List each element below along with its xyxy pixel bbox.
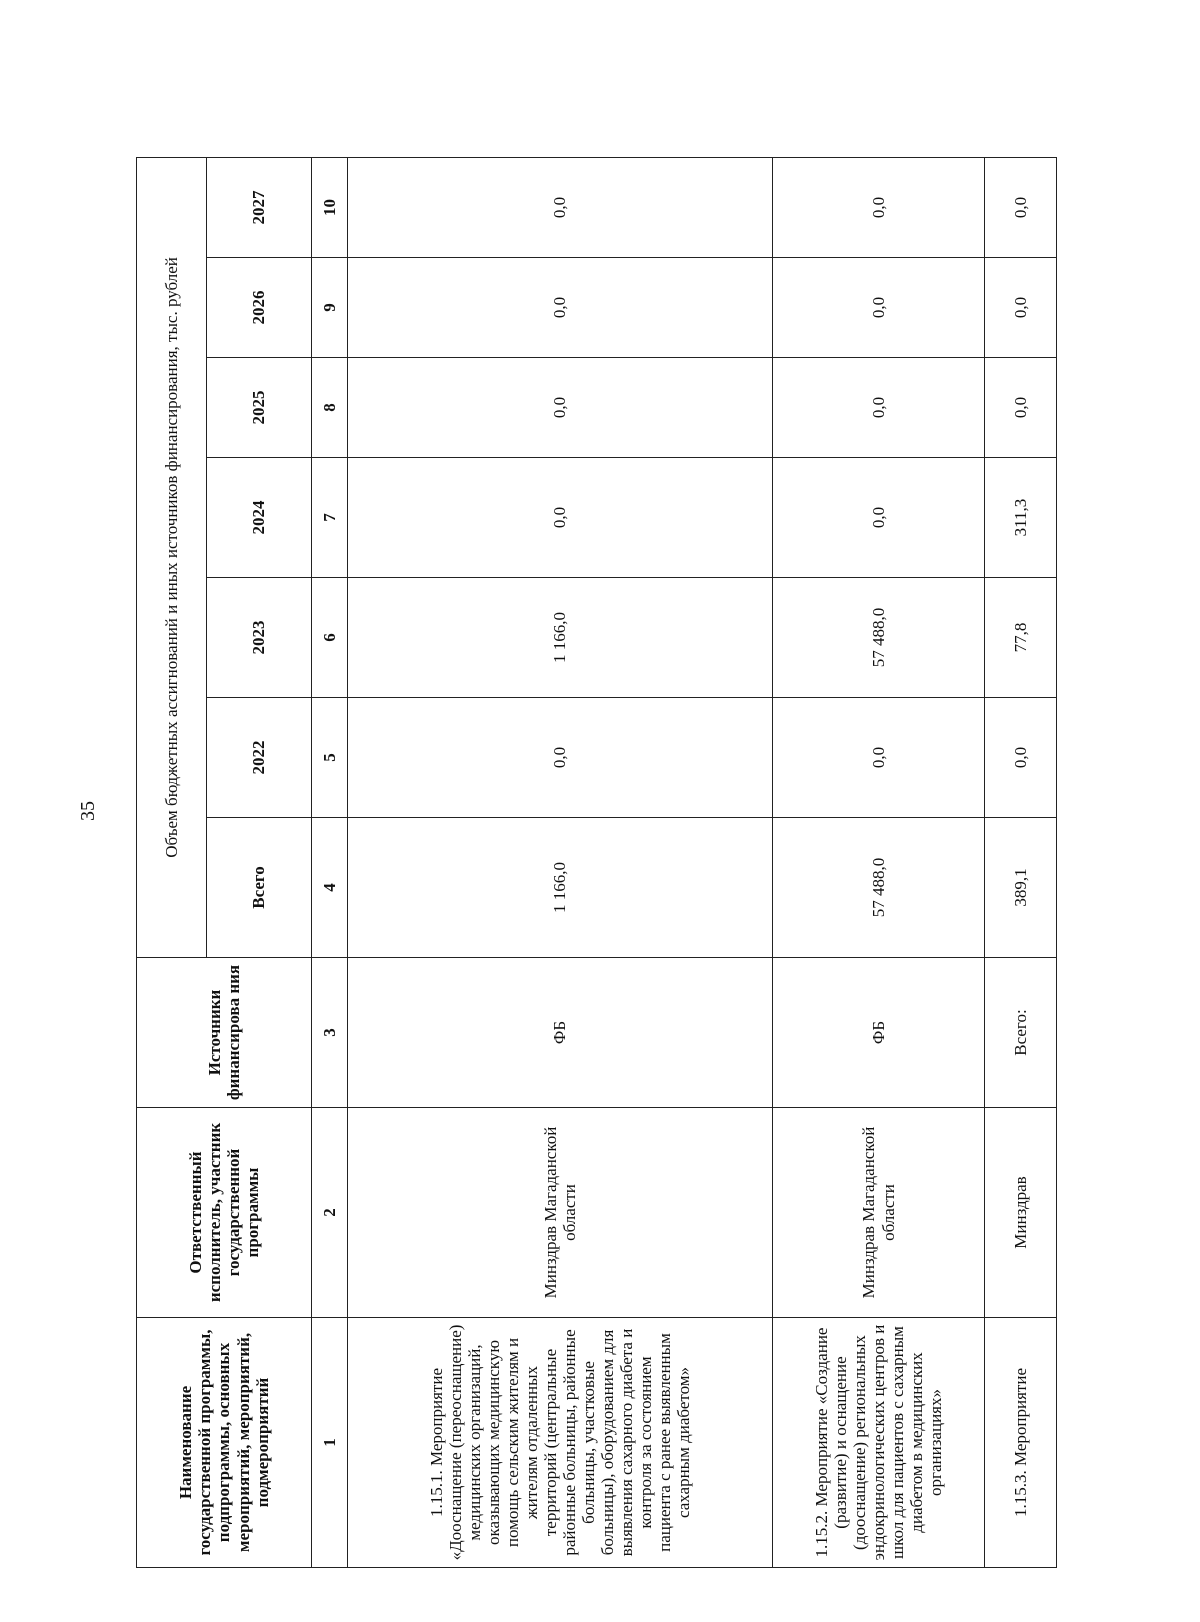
page-number: 35	[77, 801, 99, 821]
column-number: 6	[312, 578, 348, 698]
row-name: 1.15.3. Мероприятие	[985, 1318, 1057, 1568]
row-value-total: 1 166,0	[348, 818, 773, 958]
header-volume-group: Объем бюджетных ассигнований и иных источников финансирования, тыс. рублей	[137, 157, 207, 957]
row-executor: Минздрав	[985, 1108, 1057, 1318]
row-source: ФБ	[773, 958, 985, 1108]
column-number: 5	[312, 698, 348, 818]
header-total: Всего	[207, 818, 312, 958]
row-value-2023: 77,8	[985, 578, 1057, 698]
column-number: 1	[312, 1318, 348, 1568]
row-name: 1.15.2. Мероприятие «Создание (развитие) и оснащение (дооснащение) региональных эндокринологических центров и школ для пациентов с сахарным диабетом в медицинских организациях»	[773, 1318, 985, 1568]
row-executor: Минздрав Магаданской области	[348, 1108, 773, 1318]
row-value-2025: 0,0	[348, 358, 773, 458]
header-year-2023: 2023	[207, 578, 312, 698]
row-value-2022: 0,0	[773, 698, 985, 818]
column-number: 7	[312, 458, 348, 578]
row-executor: Минздрав Магаданской области	[773, 1108, 985, 1318]
row-value-2027: 0,0	[985, 157, 1057, 257]
row-name: 1.15.1. Мероприятие «Дооснащение (переоснащение) медицинских организаций, оказывающих медицинскую помощь сельским жителям и жителям отдаленных территорий (центральные районные больницы, районные больницы, участковые больницы), оборудованием для выявления сахарного диабета и контроля за состоянием пациента с ранее выявленным сахарным диабетом»	[348, 1318, 773, 1568]
row-value-2023: 1 166,0	[348, 578, 773, 698]
column-number: 2	[312, 1108, 348, 1318]
row-value-2026: 0,0	[348, 258, 773, 358]
row-value-total: 57 488,0	[773, 818, 985, 958]
row-value-2025: 0,0	[985, 358, 1057, 458]
header-source: Источники финансирова ния	[137, 958, 312, 1108]
row-value-2023: 57 488,0	[773, 578, 985, 698]
header-name: Наименование государственной программы, подпрограммы, основных мероприятий, мероприятий, подмероприятий	[137, 1318, 312, 1568]
row-value-2025: 0,0	[773, 358, 985, 458]
column-number: 8	[312, 358, 348, 458]
table-row	[348, 157, 773, 1567]
header-year-2025: 2025	[207, 358, 312, 458]
column-number: 10	[312, 157, 348, 257]
header-year-2024: 2024	[207, 458, 312, 578]
row-value-2022: 0,0	[985, 698, 1057, 818]
column-number: 9	[312, 258, 348, 358]
row-value-2024: 0,0	[773, 458, 985, 578]
header-year-2026: 2026	[207, 258, 312, 358]
header-year-2027: 2027	[207, 157, 312, 257]
row-value-2022: 0,0	[348, 698, 773, 818]
row-value-2026: 0,0	[985, 258, 1057, 358]
row-value-2024: 311,3	[985, 458, 1057, 578]
header-executor: Ответственный исполнитель, участник государственной программы	[137, 1108, 312, 1318]
row-source: Всего:	[985, 958, 1057, 1108]
budget-table	[136, 157, 1057, 1568]
row-value-2026: 0,0	[773, 258, 985, 358]
row-value-2027: 0,0	[773, 157, 985, 257]
row-value-total: 389,1	[985, 818, 1057, 958]
row-value-2027: 0,0	[348, 157, 773, 257]
row-source: ФБ	[348, 958, 773, 1108]
header-year-2022: 2022	[207, 698, 312, 818]
rotated-table-wrapper	[136, 158, 1056, 1568]
row-value-2024: 0,0	[348, 458, 773, 578]
column-number: 3	[312, 958, 348, 1108]
column-number: 4	[312, 818, 348, 958]
table-row	[985, 157, 1057, 1567]
table-row	[773, 157, 985, 1567]
